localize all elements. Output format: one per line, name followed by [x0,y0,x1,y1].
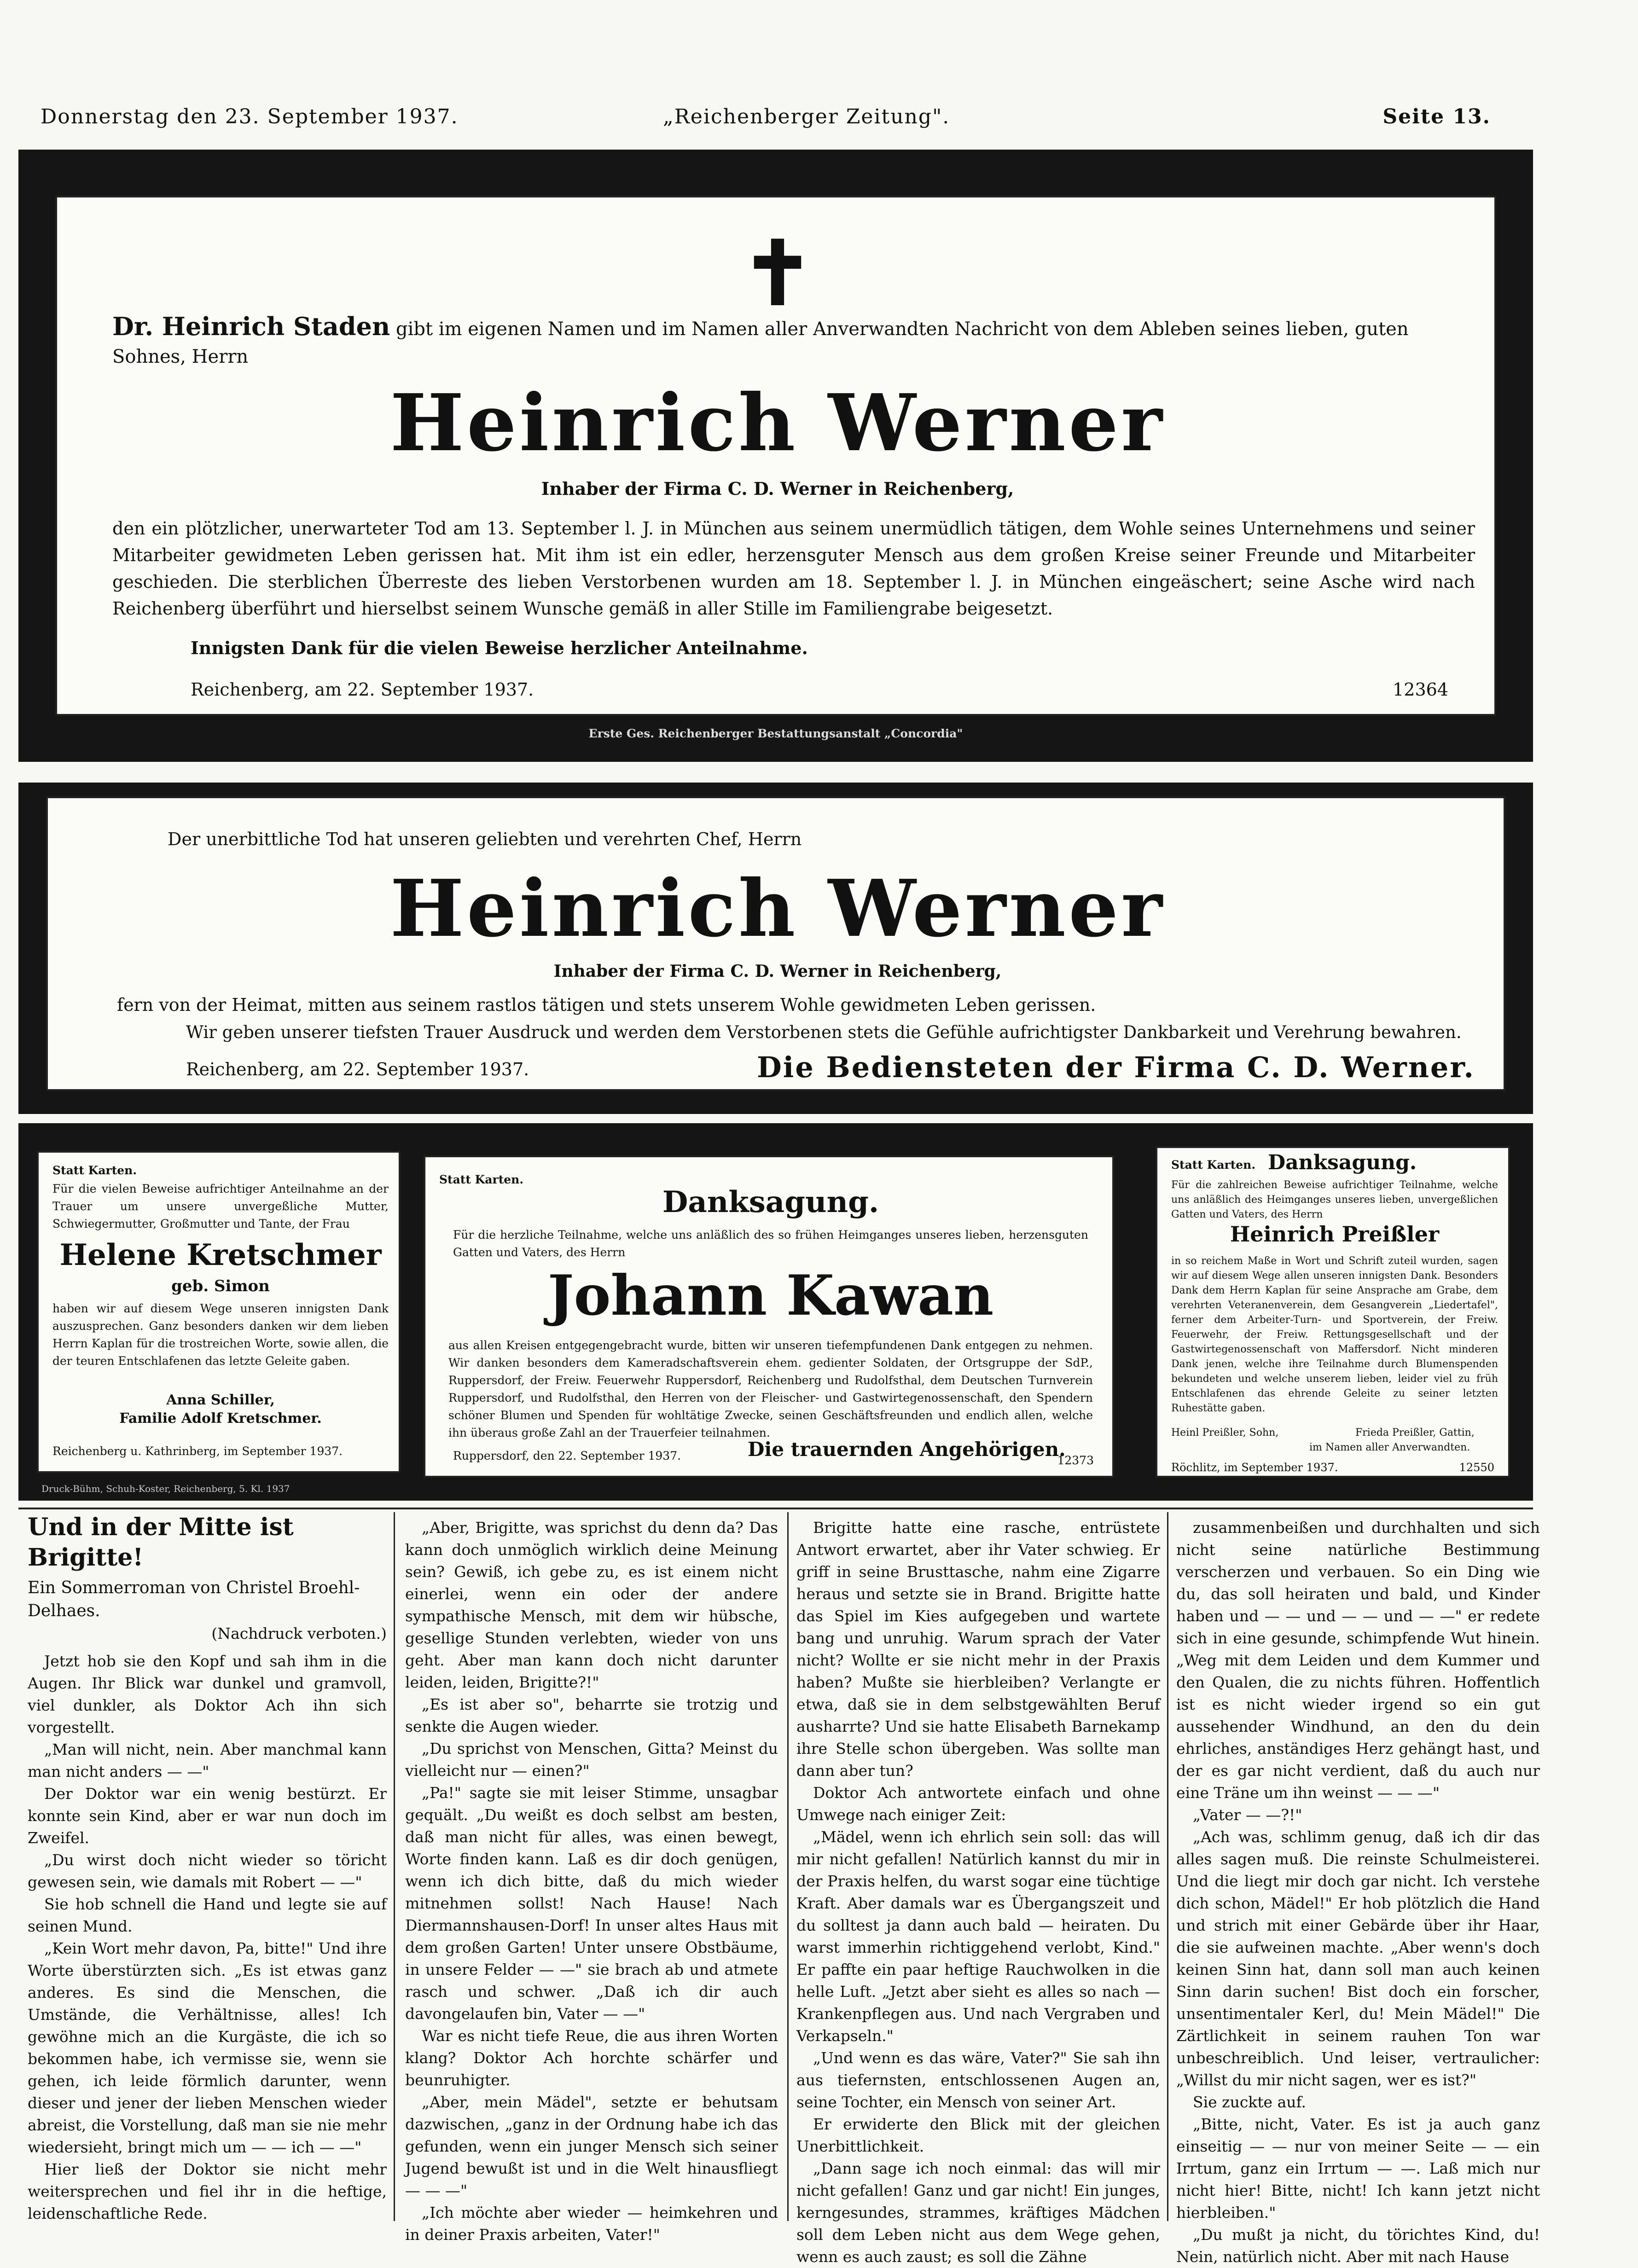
section-rule [18,1508,1533,1509]
notice-kawan-title: Danksagung. [662,1185,879,1219]
novel-paragraph: Er erwiderte den Blick mit der gleichen Unerbittlichkeit. [796,2115,1160,2155]
lead-name: Dr. Heinrich Staden [112,312,390,341]
novel-column-2 [405,1517,778,2246]
novel-paragraph: „Ich möchte aber wieder — heimkehren und in deiner Praxis arbeiten, Vater!" [405,2204,778,2244]
novel-paragraph: „Ach was, schlimm genug, daß ich dir das alles sagen muß. Die reinste Schulmeisterei. Und die liegt mir doch gar nicht. Ich verstehe dich schon, Mädel!" Er hob plötzlich die Hand und strich mit einer Gebärde über ihr Haar, die sie aufweinen machte. „Aber wenn's doch keinen Sinn hat, dann soll man auch keinen Sinn darin suchen! Bist doch ein forscher, unsentimentaler Kerl, du! Mein Mädel!" Die Zärtlichkeit in seinem rauhen Ton war unbeschreiblich. Und leiser, vertraulicher: „Willst du mir nicht sagen, wer es ist?" [1176,1828,1540,2089]
notice-kretschmer-printer: Druck-Bühm, Schuh-Koster, Reichenberg, 5. Kl. 1937 [41,1483,290,1494]
novel-paragraph: „Mädel, wenn ich ehrlich sein soll: das will mir nicht gefallen! Natürlich kannst du mir in der Praxis helfen, du warst sogar eine tüchtige Kraft. Aber damals war es Übergangszeit und du solltest ja dann auch bald — heiraten. Du warst immerhin richtiggehend verlobt, Kind." Er paffte ein paar heftige Rauchwolken in die helle Luft. „Jetzt aber sieht es alles so nach — Krankenpflegen aus. Und nach Vergraben und Verkapseln." [796,1828,1160,2045]
novel-paragraph: „Bitte, nicht, Vater. Es ist ja auch ganz einseitig — — nur von meiner Seite — — ein Irrtum, ganz ein Irrtum — —. Laß mich nur nicht hier! Bitte, nicht! Ich kann jetzt nicht hierbleiben." [1176,2115,1540,2222]
novel-paragraph: Brigitte hatte eine rasche, entrüstete Antwort erwartet, aber ihr Vater schwieg. Er griff in seine Brusttasche, nahm eine Zigarre heraus und setzte sie in Brand. Brigitte hatte das Spiel im Kies aufgegeben und wartete bang und unruhig. Warum sprach der Vater nicht? Wollte er sie nicht mehr in der Praxis haben? Mußte sie hierbleiben? Verlangte er etwa, daß sie in dem selbstgewählten Beruf ausharrte? Und sie hatte Elisabeth Barnekamp ihre Stelle schon übergeben. Was sollte man dann aber tun? [796,1519,1160,1780]
novel-paragraph: Sie hob schnell die Hand und legte sie auf seinen Mund. [28,1895,387,1935]
novel-paragraph: zusammenbeißen und durchhalten und sich nicht seine natürliche Bestimmung verscherzen und verbauen. So ein Ding wie du, das soll heiraten und bald, und Kinder haben und — — und — — und — —" er redete sich in eine gesunde, schimpfende Wut hinein. „Weg mit dem Leiden und dem Kummer und den Qualen, die zu nichts führen. Hoffentlich ist es nicht wieder irgend so ein gut aussehender Windhund, an den du dein ehrliches, anständiges Herz gehängt hast, und der es gar nicht verdient, daß du auch nur eine Träne um ihn weinst — — —" [1176,1519,1540,1802]
newspaper-name: „Reichenberger Zeitung". [663,105,950,128]
novel-paragraph: „Du wirst doch nicht wieder so töricht gewesen sein, wie damals mit Robert — —" [28,1851,387,1891]
novel-paragraph: Doktor Ach antwortete einfach und ohne Umwege nach einiger Zeit: [796,1784,1160,1824]
notice-kawan-tag: Statt Karten. [439,1173,524,1186]
notice-preissler-title: Danksagung. [1268,1151,1417,1174]
notice-kawan-number: 12373 [1057,1454,1094,1467]
obituary-werner-staff [18,783,1533,1114]
notice-kretschmer-body2: haben wir auf diesem Wege unseren innigsten Dank auszusprechen. Ganz besonders danken wir dem lieben Herrn Kaplan für die trostreichen Worte, sowie allen, die der teuren Entschlafenen das letzte Geleite gaben. [52,1302,389,1368]
novel-paragraph: „Aber, mein Mädel", setzte er behutsam dazwischen, „ganz in der Ordnung habe ich das gefunden, wenn ein junger Mensch sich seiner Jugend bewußt ist und in die Welt hinausfliegt — — —" [405,2093,778,2199]
obituary-body: den ein plötzlicher, unerwarteter Tod am 13. September l. J. in München aus seinem unermüdlich tätigen, dem Wohle seines Unternehmens und seiner Mitarbeiter gewidmeten Leben gerissen hat. Mit ihm ist ein edler, herzensguter Mensch aus dem großen Kreise seiner Freunde und Mitarbeiter geschieden. Die sterblichen Überreste des lieben Verstorbenen wurden am 18. September l. J. in München eingeäschert; seine Asche wird nach Reichenberg überführt und hierselbst seinem Wunsche gemäß in aller Stille im Familiengrabe beigesetzt. [112,518,1475,619]
novel-column-3 [796,1517,1160,2268]
novel-paragraph: Hier ließ der Doktor sie nicht mehr weitersprechen und fiel ihr in die heftige, leidenschaftliche Rede. [28,2160,387,2222]
novel-subtitle: Ein Sommerroman von Christel Broehl-Delhaes. [28,1578,360,1620]
novel-note: (Nachdruck verboten.) [211,1624,387,1642]
obituary-lead [112,313,1475,371]
page-number: Seite 13. [1382,105,1491,128]
notice-kawan-body1: Für die herzliche Teilnahme, welche uns anläßlich des so frühen Heimganges unseres lieben, herzensguten Gatten und Vaters, des Herrn [453,1228,1088,1259]
staff-line-1: fern von der Heimat, mitten aus seinem rastlos tätigen und stets unserem Wohle gewidmeten Leben gerissen. [117,995,1096,1015]
novel-col1-text [28,1650,387,2225]
obituary-werner-family-inner [55,196,1496,716]
issue-date: Donnerstag den 23. September 1937. [41,105,459,128]
novel-column-4 [1176,1517,1540,2268]
notice-preissler-number: 12550 [1459,1461,1494,1474]
obituary-place-date: Reichenberg, am 22. September 1937. [191,679,534,700]
notice-kawan-signature: Die trauernden Angehörigen. [748,1438,1066,1461]
column-rule-2 [787,1512,789,2221]
novel-paragraph: „Aber, Brigitte, was sprichst du denn da? Das kann doch unmöglich wirklich deine Meinung sein? Gewiß, ich gebe zu, es ist einem nicht einerlei, wenn ein oder der andere sympathische Mensch, mit dem wir hübsche, gesellige Stunden verlebten, wieder von uns geht. Aber man kann doch nicht darunter leiden, leiden, Brigitte?!" [405,1519,778,1691]
novel-paragraph: Sie zuckte auf. [1193,2093,1307,2111]
notice-preissler-tag: Statt Karten. [1171,1158,1256,1172]
deceased-title-2: Inhaber der Firma C. D. Werner in Reichenberg, [553,962,1002,981]
notice-preissler-sign3: im Namen aller Anverwandten. [1309,1442,1470,1453]
obituary-werner-family [18,150,1533,762]
notice-kretschmer-place-date: Reichenberg u. Kathrinberg, im September 1937. [52,1444,343,1458]
notice-preissler-body1: Für die zahlreichen Beweise aufrichtiger Teilnahme, welche uns anläßlich des Heimganges unseres lieben, unvergeßlichen Gatten und Vaters, des Herrn [1171,1179,1498,1220]
novel-paragraph: „Es ist aber so", beharrte sie trotzig und senkte die Augen wieder. [405,1695,778,1735]
printer-line: Erste Ges. Reichenberger Bestattungsanstalt „Concordia" [588,727,963,740]
novel-paragraph: War es nicht tiefe Reue, die aus ihren Worten klang? Doktor Ach horchte schärfer und beunruhigter. [405,2027,778,2089]
notices-band [18,1123,1533,1501]
novel-paragraph: „Pa!" sagte sie mit leiser Stimme, unsagbar gequält. „Du weißt es doch selbst am besten, daß man nicht für alles, was einen bewegt, Worte finden kann. Laß es dir doch genügen, wenn ich dich bitte, daß du mich wieder mitnehmen sollst! Nach Hause! Nach Diermannshausen-Dorf! In unser altes Haus mit dem großen Garten! Unter unsere Obstbäume, in unsere Felder — —" sie brach ab und atmete rasch und schwer. „Daß ich dir auch davongelaufen bin, Vater — —" [405,1784,778,2023]
notice-preissler-place-date: Röchlitz, im September 1937. [1171,1461,1338,1474]
novel-paragraph: Jetzt hob sie den Kopf und sah ihm in die Augen. Ihr Blick war dunkel und gramvoll, viel dunkler, als Doktor Ach ihn sich vorgestellt. [28,1652,387,1736]
lead-text: gibt im eigenen Namen und im Namen aller Anverwandten Nachricht von dem Ableben seines lieben, guten Sohnes, Herrn [112,319,1409,367]
staff-place-date: Reichenberg, am 22. September 1937. [186,1059,529,1079]
column-rule-3 [1167,1512,1168,2221]
notice-preissler-body2: in so reichem Maße in Wort und Schrift zuteil wurden, sagen wir auf diesem Wege allen unseren innigsten Dank. Besonders Dank dem Herrn Kaplan für seine Ansprache am Grabe, dem verehrten Veteranenverein, dem Gesangverein „Liedertafel", ferner dem Arbeiter-Turn- und Sportverein, der Freiw. Feuerwehr, der Freiw. Rettungsgesellschaft und der Gastwirtegenossenschaft von Maffersdorf. Nicht minderen Dank jenen, welche ihre Teilnahme durch Blumenspenden bekundeten und welche unserem lieben, leider viel zu früh Entschlafenen das ehrende Geleite zu seiner letzten Ruhestätte gaben. [1171,1255,1498,1414]
novel-paragraph: „Du mußt ja nicht, du törichtes Kind, du! Nein, natürlich nicht. Aber mit nach Hause [1176,2226,1540,2266]
novel-paragraph: „Kein Wort mehr davon, Pa, bitte!" Und ihre Worte überstürzten sich. „Es ist etwas ganz anderes. Es sind die Menschen, die Umstände, die Verhältnisse, alles! Ich gewöhne mich an die Kurgäste, die ich so bekommen habe, ich vermisse sie, wenn sie gehen, ich leide förmlich darunter, wenn dieser und jener der lieben Menschen wieder abreist, die Vorstellung, daß man sie nie mehr wiedersieht, bringt mich um — — ich — —" [28,1939,387,2156]
novel-column-1 [28,1512,387,2225]
cross-icon: ✝ [741,222,814,325]
notice-preissler-sign2: Frieda Preißler, Gattin, [1355,1427,1475,1439]
notice-kawan-place-date: Ruppersdorf, den 22. September 1937. [453,1449,681,1462]
novel-paragraph: Der Doktor war ein wenig bestürzt. Er konnte sein Kind, aber er war nun doch im Zweifel. [28,1785,387,1847]
novel-paragraph: „Man will nicht, nein. Aber manchmal kann man nicht anders — —" [28,1740,387,1781]
novel-title: Und in der Mitte ist Brigitte! [28,1513,294,1572]
deceased-title: Inhaber der Firma C. D. Werner in Reichenberg, [541,478,1014,499]
notice-kretschmer-sign2: Familie Adolf Kretschmer. [119,1410,322,1427]
column-rule-1 [394,1512,395,2221]
notice-kawan [424,1155,1114,1478]
notice-kretschmer-body1: Für die vielen Beweise aufrichtiger Anteilnahme an der Trauer um unsere unvergeßliche Mutter, Schwiegermutter, Großmutter und Tante, der Frau [52,1182,389,1230]
novel-paragraph: „Du sprichst von Menschen, Gitta? Meinst du vielleicht nur — einen?" [405,1740,778,1780]
notice-preissler-name: Heinrich Preißler [1230,1222,1440,1247]
novel-paragraph: „Und wenn es das wäre, Vater?" Sie sah ihn aus tiefernsten, entschlossenen Augen an, seine Tochter, ein Mensch von seiner Art. [796,2049,1160,2111]
notice-kretschmer [37,1151,401,1473]
notice-preissler [1156,1146,1510,1478]
notice-kretschmer-born: geb. Simon [171,1277,270,1295]
novel-paragraph: „Dann sage ich noch einmal: das will mir nicht gefallen! Ganz und gar nicht! Ein junges, kerngesundes, strammes, kräftiges Mädchen soll dem Leben nicht aus dem Wege gehen, wenn es auch zaust; es soll die Zähne [796,2159,1160,2266]
staff-signature: Die Bediensteten der Firma C. D. Werner. [757,1050,1475,1084]
notice-preissler-sign1: Heinl Preißler, Sohn, [1171,1427,1279,1439]
staff-intro: Der unerbittliche Tod hat unseren geliebten und verehrten Chef, Herrn [168,829,802,849]
staff-line-2: Wir geben unserer tiefsten Trauer Ausdruck und werden dem Verstorbenen stets die Gefühle aufrichtigster Dankbarkeit und Verehrung bewahren. [186,1022,1462,1042]
deceased-name-2: Heinrich Werner [390,863,1165,955]
notice-kawan-body2: aus allen Kreisen entgegengebracht wurde, bitten wir unseren tiefempfundenen Dank entgegen zu nehmen. Wir danken besonders dem Kameradschaftsverein ehem. gedienter Soldaten, der Ortsgruppe der SdP., Ruppersdorf, der Freiw. Feuerwehr Ruppersdorf, Reichenberg und Rudolfsthal, dem Deutschen Turnverein Ruppersdorf, und Rudolfsthal, den Herren von der Fleischer- und Gastwirtegenossenschaft, den Spendern schöner Blumen und Spenden für wohltätige Zwecke, seinen Geschäftsfreunden und endlich allen, welche ihn überaus große Zahl an der Trauerfeier teilnahmen. [448,1339,1093,1439]
novel-paragraph: „Vater — —?!" [1193,1806,1302,1824]
obituary-thanks: Innigsten Dank für die vielen Beweise herzlicher Anteilnahme. [191,638,808,658]
ad-number: 12364 [1393,679,1448,700]
notice-kretschmer-tag: Statt Karten. [52,1164,137,1177]
obituary-werner-staff-inner [46,796,1505,1091]
notice-kawan-name: Johann Kawan [547,1263,994,1328]
notice-kretschmer-sign1: Anna Schiller, [166,1392,275,1408]
notice-kretschmer-name: Helene Kretschmer [59,1238,382,1272]
deceased-name: Heinrich Werner [390,377,1165,469]
